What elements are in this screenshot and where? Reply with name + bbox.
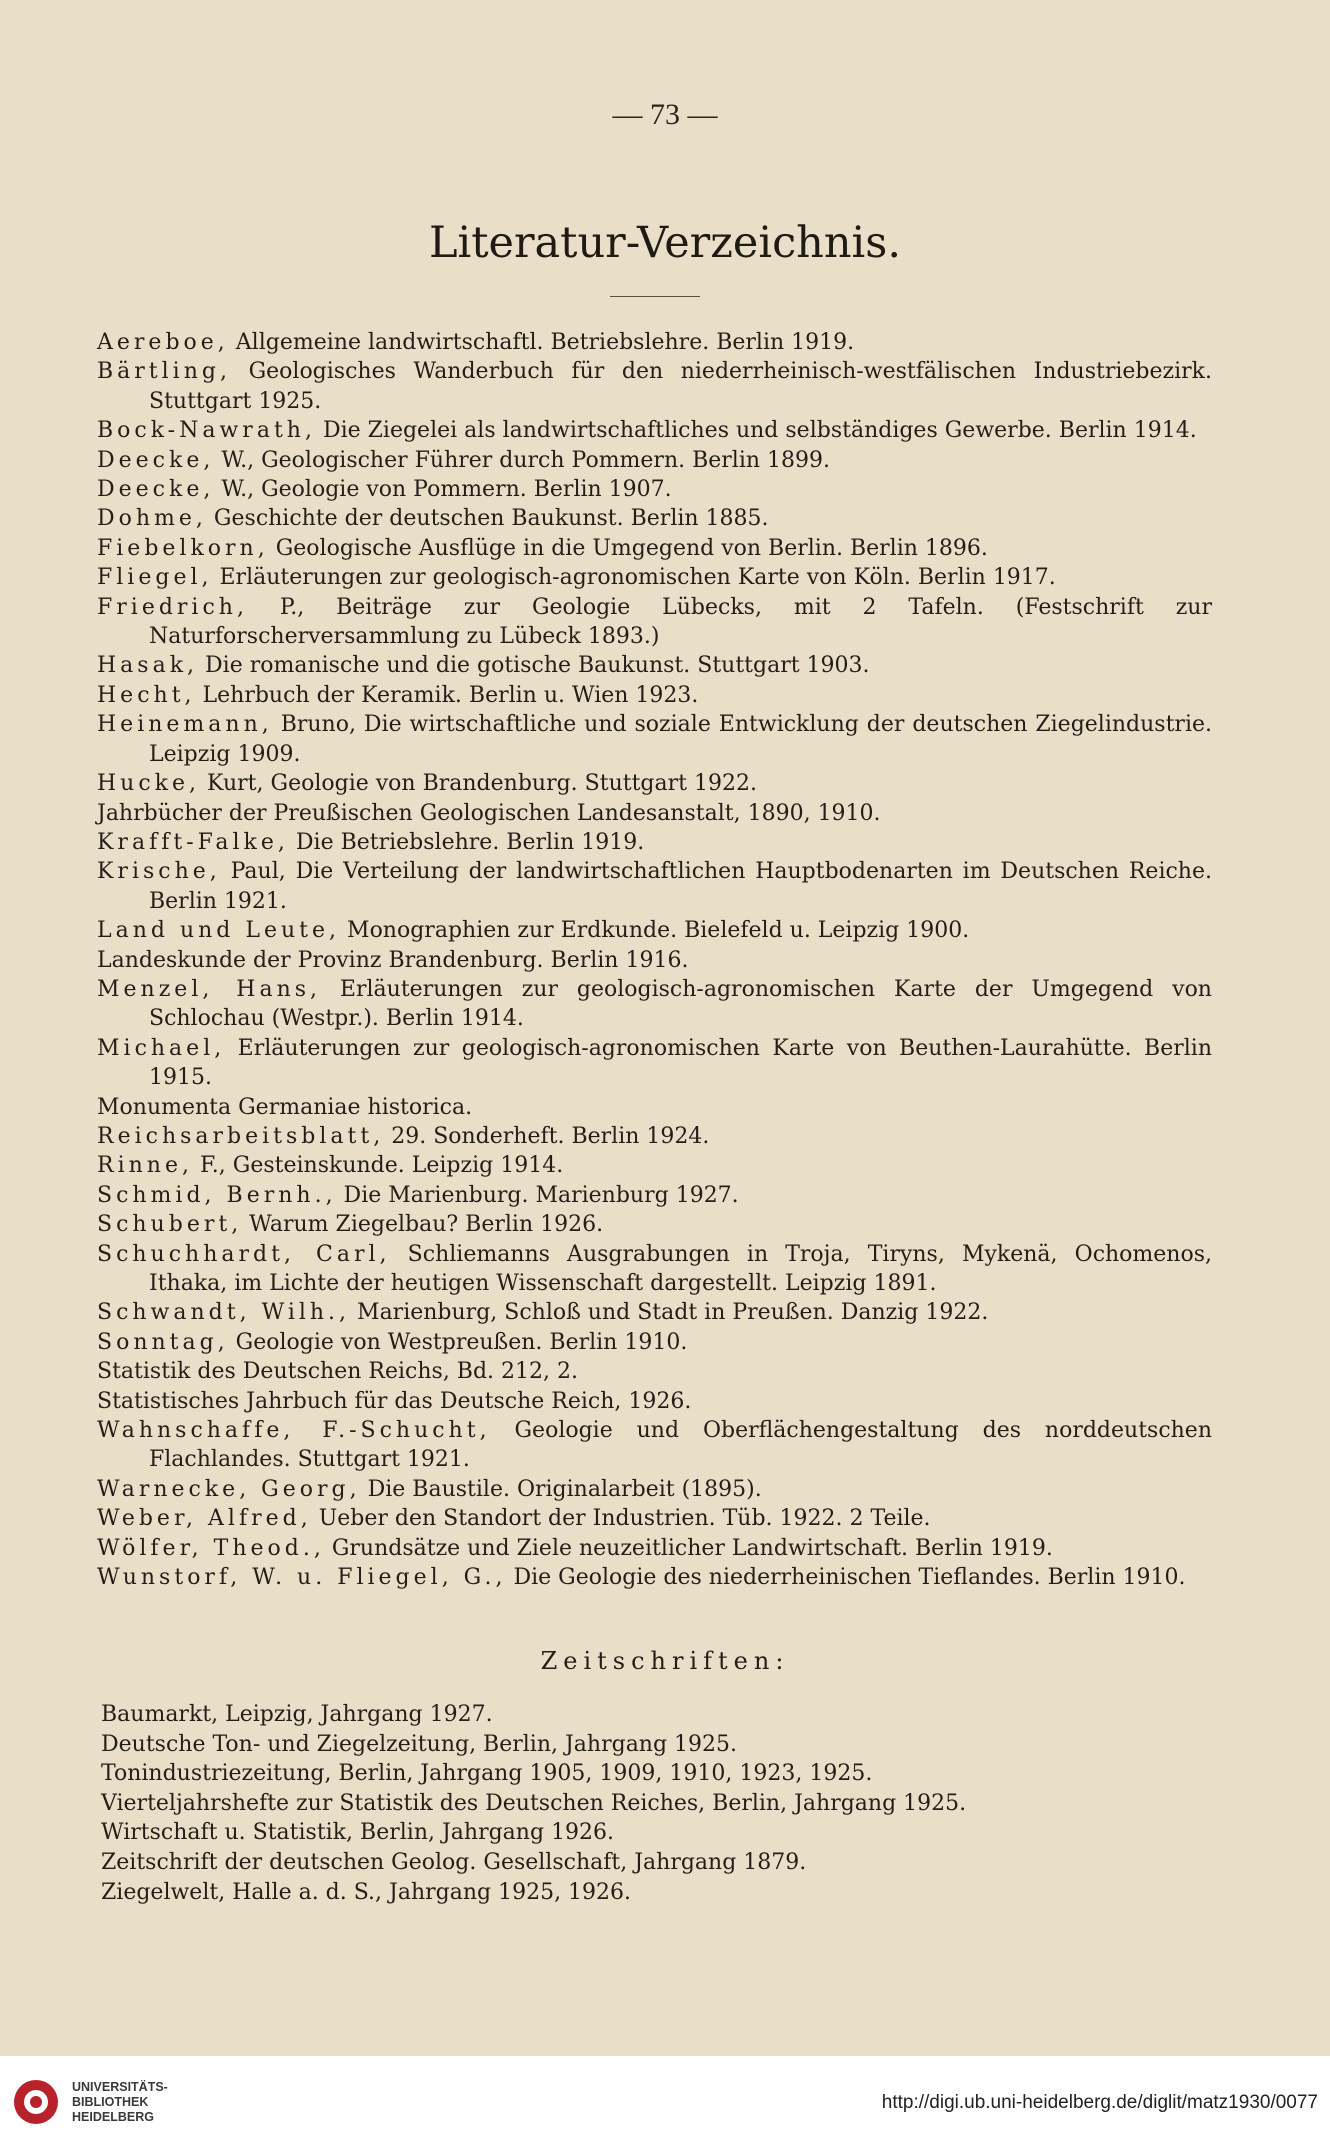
entry-text: Paul, Die Verteilung der landwirtschaftlichen Hauptbodenarten im Deutschen Reiche. Berlin 1921. bbox=[149, 859, 1212, 914]
library-name-line: HEIDELBERG bbox=[72, 2110, 154, 2124]
bibliography-entry bbox=[97, 1475, 1212, 1504]
entry-text: F., Gesteinskunde. Leipzig 1914. bbox=[192, 1153, 564, 1179]
bibliography-entry bbox=[97, 1357, 1212, 1386]
entry-text: Monumenta Germaniae historica. bbox=[97, 1094, 473, 1120]
bibliography-entry bbox=[97, 446, 1212, 475]
bibliography-entry bbox=[97, 1122, 1212, 1151]
bibliography-entry bbox=[97, 1240, 1212, 1299]
entry-text: Erläuterungen zur geologisch-agronomischen Karte von Köln. Berlin 1917. bbox=[212, 565, 1056, 591]
entry-text: Statistik des Deutschen Reichs, Bd. 212, 2. bbox=[97, 1359, 579, 1385]
entry-author: Warnecke, Georg, bbox=[97, 1476, 361, 1502]
entry-text: Lehrbuch der Keramik. Berlin u. Wien 1923. bbox=[195, 682, 699, 708]
entry-author: Bock-Nawrath, bbox=[97, 418, 316, 444]
entry-author: Wunstorf, W. u. Fliegel, G., bbox=[97, 1565, 507, 1591]
entry-text: Die Baustile. Originalarbeit (1895). bbox=[360, 1476, 762, 1502]
entry-text: Erläuterungen zur geologisch-agronomischen Karte von Beuthen-Laurahütte. Berlin 1915. bbox=[149, 1035, 1212, 1091]
entry-author: Krische, bbox=[97, 859, 221, 885]
bibliography-entry bbox=[97, 1328, 1212, 1357]
entry-text: Geologie von Westpreußen. Berlin 1910. bbox=[228, 1329, 688, 1355]
bibliography-entry bbox=[97, 563, 1212, 592]
journal-entry: Tonindustriezeitung, Berlin, Jahrgang 1905, 1909, 1910, 1923, 1925. bbox=[101, 1761, 873, 1787]
bibliography-entry bbox=[97, 651, 1212, 680]
bibliography-entry bbox=[97, 1504, 1212, 1533]
bibliography-entry bbox=[97, 975, 1212, 1034]
journals-heading: Zeitschriften: bbox=[540, 1647, 790, 1675]
bibliography-entry bbox=[97, 769, 1212, 798]
entry-text: Geologisches Wanderbuch für den niederrheinisch-westfälischen Industriebezirk. Stuttgart 1925. bbox=[149, 359, 1212, 414]
entry-author: Schwandt, Wilh., bbox=[97, 1300, 351, 1326]
entry-author: Sonntag, bbox=[97, 1329, 229, 1355]
entry-text: Grundsätze und Ziele neuzeitlicher Landwirtschaft. Berlin 1919. bbox=[324, 1535, 1053, 1561]
entry-text: Ueber den Standort der Industrien. Tüb. 1922. 2 Teile. bbox=[311, 1506, 931, 1532]
bibliography-entry bbox=[97, 916, 1212, 945]
entry-author: Schuchhardt, Carl, bbox=[97, 1241, 391, 1267]
bibliography-list bbox=[97, 328, 1212, 1592]
bibliography-entry bbox=[97, 857, 1212, 916]
bibliography-entry bbox=[97, 357, 1212, 416]
bibliography-entry bbox=[97, 416, 1212, 445]
entry-text: Geschichte der deutschen Baukunst. Berlin 1885. bbox=[206, 506, 769, 532]
source-url-link[interactable]: http://digi.ub.uni-heidelberg.de/diglit/matz1930/0077 bbox=[881, 2092, 1318, 2113]
bibliography-entry bbox=[97, 946, 1212, 975]
bibliography-entry bbox=[97, 681, 1212, 710]
entry-author: Hasak, bbox=[97, 653, 199, 679]
bibliography-entry bbox=[97, 328, 1212, 357]
entry-text: Geologische Ausflüge in die Umgegend von Berlin. Berlin 1896. bbox=[268, 535, 988, 561]
entry-author: Fiebelkorn, bbox=[97, 535, 269, 561]
bibliography-entry bbox=[97, 1093, 1212, 1122]
entry-author: Land und Leute, bbox=[97, 918, 341, 944]
entry-text: Die Ziegelei als landwirtschaftliches und selbständiges Gewerbe. Berlin 1914. bbox=[315, 418, 1197, 444]
bibliography-entry bbox=[97, 828, 1212, 857]
bibliography-entry bbox=[97, 475, 1212, 504]
bibliography-entry bbox=[97, 1563, 1212, 1592]
entry-author: Wölfer, Theod., bbox=[97, 1535, 325, 1561]
entry-text: Statistisches Jahrbuch für das Deutsche Reich, 1926. bbox=[97, 1388, 692, 1414]
entry-text: Erläuterungen zur geologisch-agronomischen Karte der Umgegend von Schlochau (Westpr.). Berlin 1914. bbox=[149, 976, 1212, 1032]
entry-author: Reichsarbeitsblatt, bbox=[97, 1123, 385, 1149]
bibliography-entry bbox=[97, 534, 1212, 563]
entry-author: Fliegel, bbox=[97, 565, 213, 591]
entry-author: Friedrich, bbox=[97, 594, 248, 620]
bibliography-entry bbox=[97, 1210, 1212, 1239]
entry-author: Menzel, Hans, bbox=[97, 976, 322, 1002]
university-seal-icon bbox=[14, 2080, 58, 2124]
journal-entry: Ziegelwelt, Halle a. d. S., Jahrgang 1925, 1926. bbox=[101, 1879, 632, 1905]
bibliography-entry bbox=[97, 1534, 1212, 1563]
page-number: — 73 — bbox=[612, 98, 718, 131]
entry-author: Schmid, Bernh., bbox=[97, 1182, 337, 1208]
journal-entry: Wirtschaft u. Statistik, Berlin, Jahrgang 1926. bbox=[101, 1820, 615, 1846]
entry-author: Krafft-Falke, bbox=[97, 829, 289, 855]
bibliography-entry bbox=[97, 799, 1212, 828]
entry-text: Kurt, Geologie von Brandenburg. Stuttgart 1922. bbox=[200, 771, 757, 797]
entry-author: Deecke, bbox=[97, 477, 215, 503]
journals-list bbox=[101, 1700, 1201, 1907]
bibliography-entry bbox=[97, 1034, 1212, 1093]
entry-author: Aereboe, bbox=[97, 330, 229, 355]
entry-text: Die Marienburg. Marienburg 1927. bbox=[336, 1182, 739, 1208]
entry-text: W., Geologischer Führer durch Pommern. Berlin 1899. bbox=[214, 447, 831, 473]
entry-text: Marienburg, Schloß und Stadt in Preußen. Danzig 1922. bbox=[350, 1300, 989, 1326]
entry-text: Monographien zur Erdkunde. Bielefeld u. Leipzig 1900. bbox=[340, 918, 970, 944]
library-name bbox=[72, 2080, 168, 2125]
entry-text: P., Beiträge zur Geologie Lübecks, mit 2 Tafeln. (Festschrift zur Naturforscherversammlung zu Lübeck 1893.) bbox=[149, 594, 1212, 650]
entry-author: Hecht, bbox=[97, 682, 196, 708]
bibliography-entry bbox=[97, 1298, 1212, 1327]
entry-text: Bruno, Die wirtschaftliche und soziale Entwicklung der deutschen Ziegelindustrie. Leipzig 1909. bbox=[149, 712, 1212, 767]
entry-text: Jahrbücher der Preußischen Geologischen Landesanstalt, 1890, 1910. bbox=[97, 800, 881, 826]
bibliography-entry bbox=[97, 1387, 1212, 1416]
journal-entry: Baumarkt, Leipzig, Jahrgang 1927. bbox=[101, 1702, 493, 1727]
entry-text: Schliemanns Ausgrabungen in Troja, Tiryns, Mykenä, Ochomenos, Ithaka, im Lichte der heutigen Wissenschaft dargestellt. Leipzig 1891. bbox=[149, 1241, 1213, 1296]
journal-entry: Zeitschrift der deutschen Geolog. Gesellschaft, Jahrgang 1879. bbox=[101, 1849, 807, 1875]
entry-text: Warum Ziegelbau? Berlin 1926. bbox=[242, 1212, 604, 1238]
entry-author: Dohme, bbox=[97, 506, 207, 532]
bibliography-entry bbox=[97, 504, 1212, 533]
entry-author: Heinemann, bbox=[97, 712, 273, 738]
entry-author: Bärtling, bbox=[97, 359, 231, 385]
bibliography-entry bbox=[97, 1181, 1212, 1210]
page-title: Literatur-Verzeichnis. bbox=[428, 218, 902, 268]
entry-author: Schubert, bbox=[97, 1212, 243, 1238]
entry-author: Wahnschaffe, F.-Schucht, bbox=[97, 1418, 491, 1444]
bibliography-entry bbox=[97, 1416, 1212, 1475]
entry-text: 29. Sonderheft. Berlin 1924. bbox=[384, 1123, 710, 1149]
entry-text: Allgemeine landwirtschaftl. Betriebslehre. Berlin 1919. bbox=[228, 330, 855, 355]
entry-text: Die romanische und die gotische Baukunst. Stuttgart 1903. bbox=[198, 653, 870, 679]
entry-text: Geologie und Oberflächengestaltung des norddeutschen Flachlandes. Stuttgart 1921. bbox=[149, 1418, 1213, 1473]
journal-entry: Deutsche Ton- und Ziegelzeitung, Berlin, Jahrgang 1925. bbox=[101, 1731, 738, 1757]
entry-author: Weber, Alfred, bbox=[97, 1506, 312, 1532]
journal-entry: Vierteljahrshefte zur Statistik des Deutschen Reiches, Berlin, Jahrgang 1925. bbox=[101, 1790, 967, 1816]
bibliography-entry bbox=[97, 593, 1212, 652]
library-name-line: BIBLIOTHEK bbox=[72, 2095, 149, 2109]
library-name-line: UNIVERSITÄTS- bbox=[72, 2080, 168, 2094]
entry-author: Rinne, bbox=[97, 1153, 193, 1179]
entry-text: W., Geologie von Pommern. Berlin 1907. bbox=[214, 477, 672, 503]
bibliography-entry bbox=[97, 710, 1212, 769]
entry-author: Deecke, bbox=[97, 447, 215, 473]
entry-author: Hucke, bbox=[97, 771, 201, 797]
entry-text: Landeskunde der Provinz Brandenburg. Berlin 1916. bbox=[97, 947, 689, 973]
title-divider bbox=[610, 296, 700, 297]
bibliography-entry bbox=[97, 1151, 1212, 1180]
entry-text: Die Geologie des niederrheinischen Tieflandes. Berlin 1910. bbox=[506, 1565, 1186, 1591]
entry-author: Michael, bbox=[97, 1035, 226, 1061]
entry-text: Die Betriebslehre. Berlin 1919. bbox=[288, 829, 645, 855]
